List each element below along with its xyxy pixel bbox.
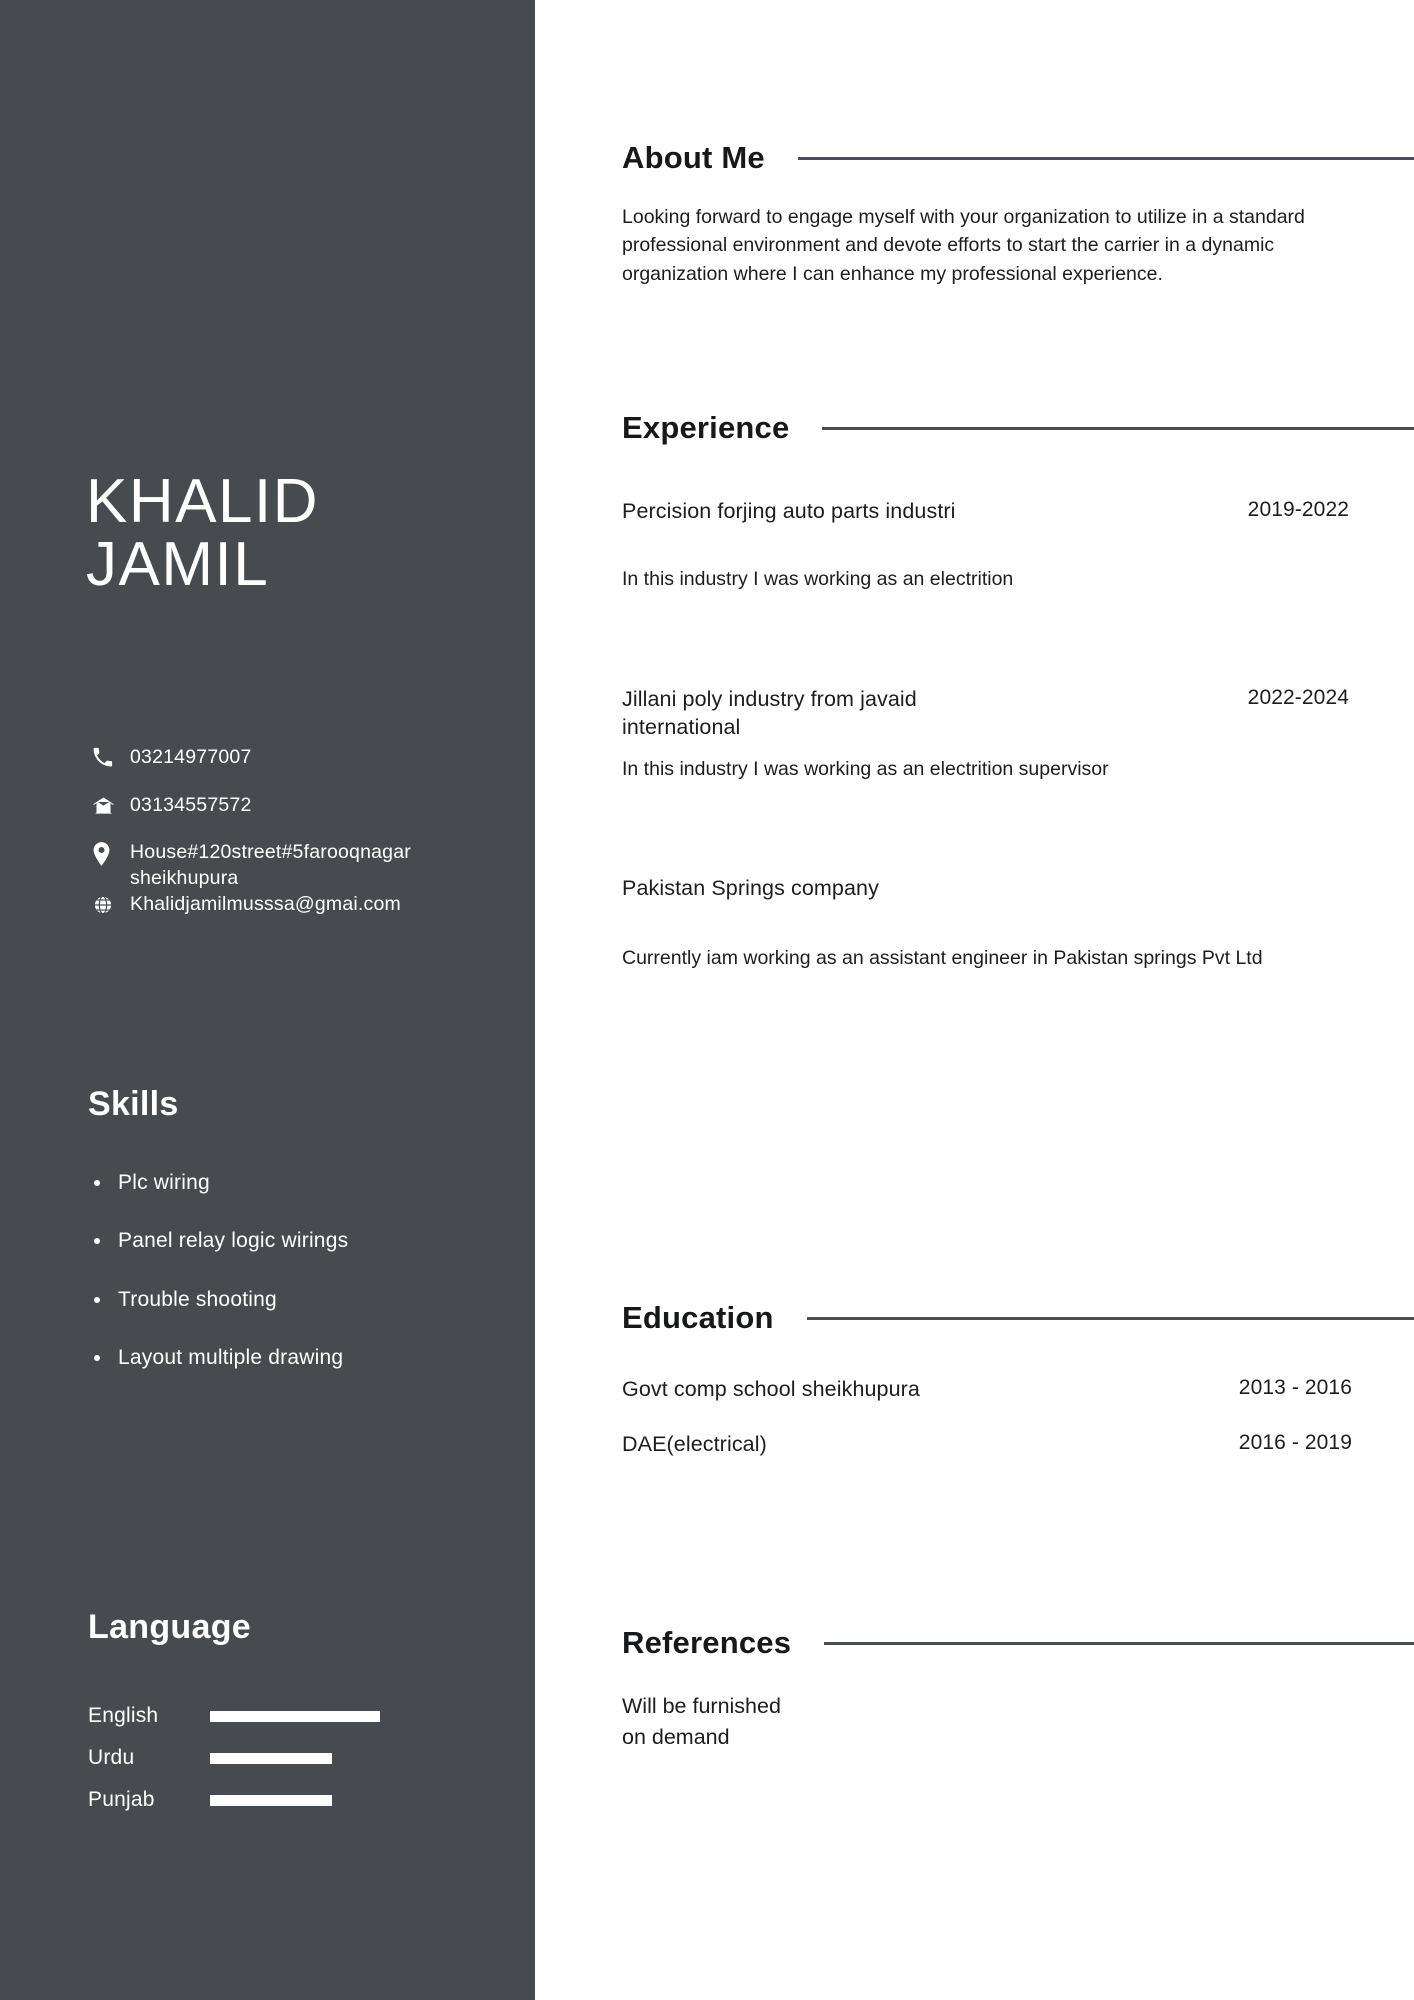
candidate-name [86, 467, 495, 600]
experience-entry [622, 875, 1414, 973]
language-label: Punjab [88, 1788, 155, 1811]
education-entry-head [622, 1431, 1414, 1459]
name-first-line: KHALID [86, 467, 319, 536]
globe-icon [92, 892, 122, 916]
address-text: House#120street#5farooqnagar sheikhupura [130, 841, 411, 890]
language-level-fill [210, 1795, 332, 1806]
education-entry-head [622, 1376, 1414, 1404]
education-entry [622, 1431, 1414, 1459]
language-row [88, 1737, 505, 1779]
language-level-bar [210, 1711, 380, 1722]
heading-rule [798, 157, 1414, 160]
location-pin-icon [92, 840, 122, 866]
experience-entry-head [622, 875, 1414, 903]
education-date: 2016 - 2019 [1238, 1430, 1352, 1454]
contact-item-mobile[interactable] [92, 793, 505, 819]
phone-icon [92, 745, 122, 768]
skill-item: Plc wiring [88, 1169, 505, 1196]
experience-position: Pakistan Springs company [622, 876, 879, 901]
language-row [88, 1695, 505, 1737]
language-level-fill [210, 1753, 332, 1764]
experience-section [622, 410, 1414, 973]
language-label: Urdu [88, 1746, 135, 1769]
language-heading: Language [88, 1608, 251, 1646]
sidebar [0, 0, 535, 2000]
education-title: Education [622, 1300, 774, 1335]
experience-heading-row [622, 410, 1414, 446]
envelope-icon [92, 793, 122, 818]
about-heading-row [622, 140, 1414, 176]
education-entry [622, 1376, 1414, 1404]
experience-entry-head [622, 498, 1414, 526]
skills-heading: Skills [88, 1085, 179, 1123]
about-text: Looking forward to engage myself with your organization to utilize in a standard professional environment and devote efforts to start the carrier in a dynamic organization where I can enhance my professional experience. [622, 206, 1305, 285]
references-title: References [622, 1625, 792, 1660]
experience-description: Currently iam working as an assistant engineer in Pakistan springs Pvt Ltd [622, 947, 1263, 970]
contact-details [92, 745, 505, 940]
contact-item-phone[interactable] [92, 745, 505, 771]
language-level-bar [210, 1753, 380, 1764]
education-section [622, 1300, 1414, 1459]
heading-rule [807, 1317, 1414, 1320]
experience-date: 2019-2022 [1247, 498, 1349, 521]
skill-item: Trouble shooting [88, 1286, 505, 1313]
contact-item-address[interactable] [92, 840, 505, 891]
education-heading-row [622, 1300, 1414, 1336]
education-date: 2013 - 2016 [1238, 1376, 1352, 1399]
experience-entry [622, 498, 1414, 594]
references-section [622, 1625, 1414, 1752]
email-address: Khalidjamilmusssa@gmai.com [130, 892, 401, 915]
experience-description: In this industry I was working as an electrition supervisor [622, 757, 1109, 780]
references-line: on demand [622, 1724, 730, 1749]
experience-entry [622, 686, 1414, 784]
language-level-bar [210, 1795, 380, 1806]
about-title: About Me [622, 140, 765, 175]
phone-number: 03214977007 [130, 746, 252, 768]
education-school: DAE(electrical) [622, 1431, 767, 1456]
language-level-fill [210, 1711, 380, 1722]
experience-date: 2022-2024 [1247, 685, 1349, 709]
contact-item-email[interactable] [92, 892, 505, 918]
skills-section [88, 1085, 505, 1402]
references-heading-row [622, 1625, 1414, 1661]
name-second-line: JAMIL [86, 530, 270, 600]
skill-item: Layout multiple drawing [88, 1344, 505, 1371]
language-label: English [88, 1704, 159, 1727]
references-text [622, 1691, 1414, 1752]
language-row [88, 1779, 505, 1821]
skills-list [88, 1169, 505, 1371]
education-school: Govt comp school sheikhupura [622, 1377, 920, 1401]
references-line: Will be furnished [622, 1694, 781, 1718]
skill-item: Panel relay logic wirings [88, 1227, 505, 1254]
experience-position: Jillani poly industry from javaid international [622, 686, 917, 739]
experience-position: Percision forjing auto parts industri [622, 499, 956, 523]
experience-description: In this industry I was working as an electrition [622, 567, 1014, 590]
language-list [88, 1695, 505, 1821]
experience-title: Experience [622, 410, 790, 445]
heading-rule [824, 1642, 1414, 1645]
about-section [622, 140, 1414, 288]
experience-entry-head [622, 686, 1414, 742]
language-section [88, 1608, 505, 1821]
main-content [535, 0, 1414, 2000]
mobile-number: 03134557572 [130, 793, 252, 816]
heading-rule [822, 427, 1414, 430]
